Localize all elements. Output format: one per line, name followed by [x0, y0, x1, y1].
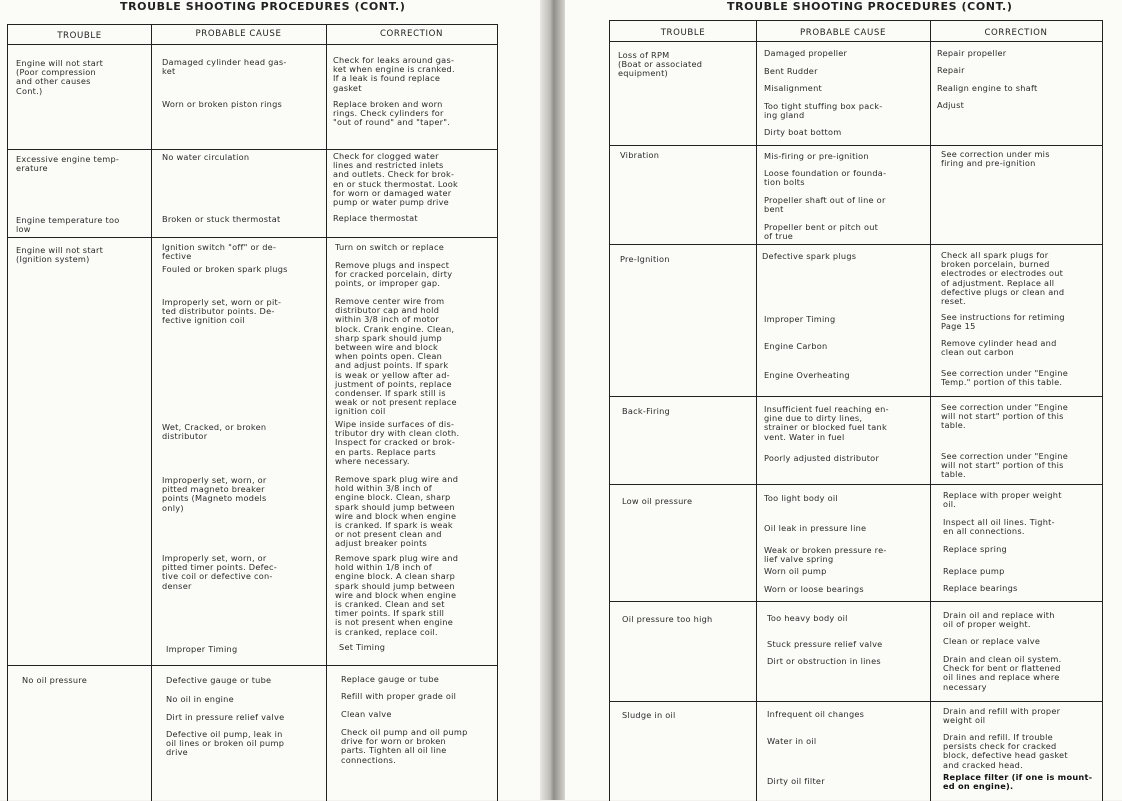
correction-cell: Replace pump [943, 566, 1005, 576]
correction-cell: Drain and clean oil system. Check for bent or flattened oil lines and replace where necessary [943, 654, 1062, 692]
correction-cell: Drain and refill with proper weight oil [943, 706, 1061, 726]
header-probable-cause: PROBABLE CAUSE [195, 29, 282, 39]
right-page [565, 0, 1122, 800]
cause-cell: Improperly set, worn, or pitted timer points. Defec- tive coil or defective con- denser [162, 553, 278, 591]
cause-cell: Loose foundation or founda- tion bolts [764, 168, 887, 188]
correction-cell: Inspect all oil lines. Tight- en all connections. [943, 517, 1055, 537]
header-correction: CORRECTION [984, 28, 1048, 38]
cause-cell: Misalignment [764, 83, 822, 93]
cause-cell: Propeller bent or pitch out of true [764, 222, 879, 242]
cause-cell: Dirty oil filter [767, 776, 825, 786]
cause-cell: No oil in engine [166, 694, 234, 704]
correction-cell: Clean or replace valve [943, 636, 1041, 646]
cause-cell: Stuck pressure relief valve [767, 639, 883, 649]
cause-cell: No water circulation [162, 152, 250, 162]
correction-cell: Replace filter (if one is mount- ed on engine). [943, 772, 1093, 792]
book-gutter [540, 0, 565, 800]
header-trouble: TROUBLE [660, 28, 706, 38]
page-title: TROUBLE SHOOTING PROCEDURES (CONT.) [120, 0, 406, 13]
trouble-cell: Excessive engine temp- erature [16, 154, 120, 174]
correction-cell: Replace thermostat [333, 213, 418, 223]
correction-cell: Replace spring [943, 544, 1007, 554]
page-title: TROUBLE SHOOTING PROCEDURES (CONT.) [727, 0, 1013, 13]
correction-cell: Drain oil and replace with oil of proper weight. [943, 610, 1055, 630]
correction-cell: See instructions for retiming Page 15 [941, 312, 1065, 332]
cause-cell: Too light body oil [764, 493, 838, 503]
cause-cell: Damaged cylinder head gas- ket [162, 57, 287, 77]
cause-cell: Defective spark plugs [762, 251, 857, 261]
cause-cell: Water in oil [767, 736, 817, 746]
row-divider [8, 237, 497, 238]
header-divider [8, 44, 497, 45]
trouble-cell: Vibration [620, 150, 660, 160]
cause-cell: Dirty boat bottom [764, 127, 842, 137]
correction-cell: Check for clogged water lines and restricted inlets and outlets. Check for brok- en or stuck thermostat. Look for worn or damaged water pump or water pump drive [333, 151, 459, 208]
header-divider [610, 41, 1102, 42]
cause-cell: Dirt or obstruction in lines [767, 656, 881, 666]
trouble-cell: Engine will not start (Ignition system) [16, 245, 104, 265]
cause-cell: Damaged propeller [764, 48, 848, 58]
trouble-table-left [7, 24, 498, 801]
cause-cell: Weak or broken pressure re- lief valve spring [764, 545, 887, 565]
cause-cell: Fouled or broken spark plugs [162, 264, 288, 274]
cause-cell: Wet, Cracked, or broken distributor [162, 422, 267, 442]
row-divider [8, 149, 497, 150]
cause-cell: Improperly set, worn or pit- ted distributor points. De- fective ignition coil [162, 297, 282, 326]
trouble-cell: Sludge in oil [622, 710, 676, 720]
cause-cell: Propeller shaft out of line or bent [764, 195, 886, 215]
cause-cell: Infrequent oil changes [767, 709, 865, 719]
trouble-cell: No oil pressure [22, 675, 88, 685]
column-divider [326, 25, 327, 801]
cause-cell: Broken or stuck thermostat [162, 214, 281, 224]
cause-cell: Bent Rudder [764, 66, 818, 76]
cause-cell: Defective oil pump, leak in oil lines or broken oil pump drive [166, 729, 285, 758]
trouble-cell: Oil pressure too high [622, 614, 713, 624]
cause-cell: Defective gauge or tube [166, 675, 272, 685]
column-divider [930, 21, 931, 801]
row-divider [610, 396, 1102, 397]
cause-cell: Worn oil pump [764, 566, 827, 576]
trouble-cell: Engine will not start (Poor compression and other causes Cont.) [16, 58, 104, 96]
correction-cell: See correction under "Engine will not start" portion of this table. [941, 451, 1069, 480]
cause-cell: Too heavy body oil [767, 613, 848, 623]
cause-cell: Improper Timing [764, 314, 836, 324]
correction-cell: Remove cylinder head and clean out carbon [941, 338, 1057, 358]
column-divider [756, 21, 757, 801]
cause-cell: Oil leak in pressure line [764, 523, 867, 533]
row-divider [610, 244, 1102, 245]
correction-cell: Adjust [937, 100, 965, 110]
correction-cell: Set Timing [339, 642, 386, 652]
cause-cell: Ignition switch "off" or de- fective [162, 242, 277, 262]
column-divider [151, 25, 152, 801]
trouble-cell: Pre-Ignition [620, 254, 670, 264]
cause-cell: Improperly set, worn, or pitted magneto breaker points (Magneto models only) [162, 475, 267, 513]
correction-cell: Check oil pump and oil pump drive for worn or broken parts. Tighten all oil line connections. [341, 727, 468, 765]
correction-cell: See correction under "Engine will not start" portion of this table. [941, 402, 1069, 431]
cause-cell: Engine Overheating [764, 370, 850, 380]
correction-cell: Clean valve [341, 709, 392, 719]
row-divider [610, 484, 1102, 485]
correction-cell: Repair propeller [937, 48, 1007, 58]
cause-cell: Worn or broken piston rings [162, 99, 283, 109]
correction-cell: Check for leaks around gas- ket when engine is cranked. If a leak is found replace gasket [333, 55, 455, 93]
cause-cell: Mis-firing or pre-ignition [764, 151, 869, 161]
row-divider [610, 601, 1102, 602]
correction-cell: Replace bearings [943, 583, 1018, 593]
cause-cell: Engine Carbon [764, 341, 828, 351]
row-divider [610, 701, 1102, 702]
correction-cell: Remove spark plug wire and hold within 1/8 inch of engine block. A clean sharp spark should jump between wire and block when engine is cranked. Clean and set timer points. If spark still is not present when engine is cranked, replace coil. [335, 553, 459, 637]
correction-cell: Realign engine to shaft [937, 83, 1038, 93]
correction-cell: See correction under mis firing and pre-ignition [941, 149, 1050, 169]
correction-cell: Remove spark plug wire and hold within 3/8 inch of engine block. Clean, sharp spark should jump between wire and block when engine is cranked. If spark is weak or not present clean and adjust breaker points [335, 474, 459, 549]
trouble-table-right [609, 20, 1103, 801]
header-probable-cause: PROBABLE CAUSE [800, 28, 886, 38]
cause-cell: Dirt in pressure relief valve [166, 712, 285, 722]
trouble-cell: Back-Firing [622, 406, 670, 416]
correction-cell: Refill with proper grade oil [341, 691, 457, 701]
cause-cell: Too tight stuffing box pack- ing gland [764, 101, 883, 121]
correction-cell: Check all spark plugs for broken porcelain, burned electrodes or electrodes out of adjustment. Replace all defective plugs or clean and reset. [941, 250, 1065, 307]
cause-cell: Worn or loose bearings [764, 584, 864, 594]
correction-cell: See correction under "Engine Temp." portion of this table. [941, 368, 1069, 388]
correction-cell: Turn on switch or replace [335, 242, 444, 252]
correction-cell: Drain and refill. If trouble persists check for cracked block, defective head gasket and cracked head. [943, 732, 1068, 770]
cause-cell: Poorly adjusted distributor [764, 453, 880, 463]
trouble-cell: Engine temperature too low [16, 215, 120, 235]
left-page [0, 0, 540, 800]
trouble-cell: Low oil pressure [622, 496, 693, 506]
correction-cell: Remove plugs and inspect for cracked porcelain, dirty points, or improper gap. [335, 260, 453, 289]
cause-cell: Improper Timing [166, 644, 238, 654]
correction-cell: Wipe inside surfaces of dis- tributor dry with clean cloth. Inspect for cracked or brok- en parts. Replace parts where necessary. [335, 419, 460, 466]
correction-cell: Replace with proper weight oil. [943, 490, 1062, 510]
correction-cell: Repair [937, 65, 965, 75]
cause-cell: Insufficient fuel reaching en- gine due to dirty lines, strainer or blocked fuel tank vent. Water in fuel [764, 404, 889, 442]
correction-cell: Remove center wire from distributor cap and hold within 3/8 inch of motor block. Crank engine. Clean, sharp spark should jump between wire and block when points open. Clean and adjust points. If spark is weak or yellow after ad- justment of points, replace condenser. If spark still is weak or not present replace ignition coil [335, 296, 457, 417]
header-correction: CORRECTION [379, 29, 444, 39]
correction-cell: Replace gauge or tube [341, 674, 440, 684]
correction-cell: Replace broken and worn rings. Check cylinders for "out of round" and "taper". [333, 99, 451, 128]
trouble-cell: Loss of RPM (Boat or associated equipment) [618, 50, 703, 79]
header-trouble: TROUBLE [57, 31, 102, 41]
row-divider [8, 665, 497, 666]
row-divider [610, 145, 1102, 146]
